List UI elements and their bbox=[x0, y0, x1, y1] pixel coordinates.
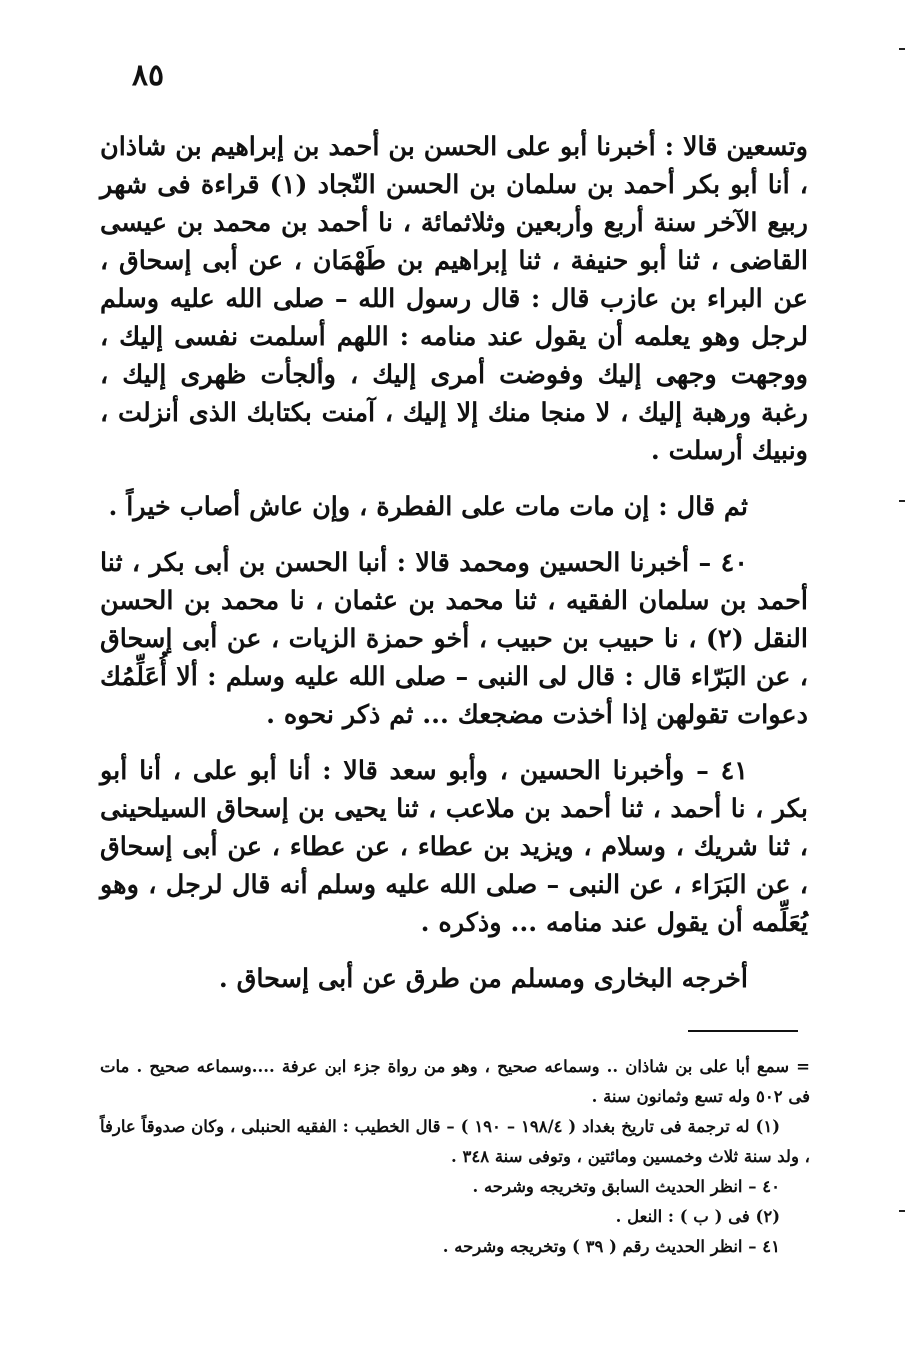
paragraph-takhrij: أخرجه البخارى ومسلم من طرق عن أبى إسحاق . bbox=[218, 964, 748, 994]
footnote-hadith-40: ٤٠ – انظر الحديث السابق وتخريجه وشرحه . bbox=[472, 1177, 780, 1196]
page-number: ٨٥ bbox=[131, 58, 165, 93]
scan-edge-mark bbox=[899, 48, 905, 50]
footnotes bbox=[100, 1052, 810, 1262]
paragraph-hadith-41: ٤١ – وأخبرنا الحسين ، وأبو سعد قالا : أنا أبو على ، أنا أبو بكر ، نا أحمد ، ثنا أحمد بن ملاعب ، ثنا يحيى بن إسحاق السيلحينى ، ثنا شريك ، وسلام ، ويزيد بن عطاء ، عن عطاء ، عن أبى إسحاق ، عن البَرَاء ، عن النبى – صلى الله عليه وسلم أنه قال لرجل ، وهو يُعَلِّمه أن يقول عند منامه ... وذكره . bbox=[100, 756, 808, 938]
footnote-1: (١) له ترجمة فى تاريخ بغداد ( ١٩٨/٤ – ١٩٠ ) – قال الخطيب : الفقيه الحنبلى ، وكان صدوقاً عارفاً ، ولد سنة ثلاث وخمسين ومائتين ، وتوفى سنة ٣٤٨ . bbox=[100, 1117, 810, 1166]
scan-edge-mark bbox=[899, 1210, 905, 1212]
paragraph-hadith-40: ٤٠ – أخبرنا الحسين ومحمد قالا : أنبا الحسن بن أبى بكر ، ثنا أحمد بن سلمان الفقيه ، ثنا محمد بن عثمان ، نا محمد بن الحسن النقل (٢) ، نا حبيب بن حبيب ، أخو حمزة الزيات ، عن أبى إسحاق ، عن البَرّاء قال : قال لى النبى – صلى الله عليه وسلم : ألا أُعَلِّمُك دعوات تقولهن إذا أخذت مضجعك ... ثم ذكر نحوه . bbox=[100, 548, 808, 730]
footnote-hadith-41: ٤١ – انظر الحديث رقم ( ٣٩ ) وتخريجه وشرحه . bbox=[442, 1237, 780, 1256]
footnote-continued: = سمع أبا على بن شاذان .. وسماعه صحيح ، وهو من رواة جزء ابن عرفة ....وسماعه صحيح . مات فى ٥٠٢ وله تسع وثمانون سنة . bbox=[100, 1057, 810, 1106]
main-text bbox=[100, 128, 808, 1016]
footnote-separator bbox=[688, 1030, 798, 1032]
paragraph-hadith-39: وتسعين قالا : أخبرنا أبو على الحسن بن أحمد بن إبراهيم بن شاذان ، أنا أبو بكر أحمد بن سلمان بن الحسن النّجاد (١) قراءة فى شهر ربيع الآخر سنة أربع وأربعين وثلاثمائة ، نا أحمد بن محمد بن عيسى القاضى ، ثنا أبو حنيفة ، ثنا إبراهيم بن طَهْمَان ، عن أبى إسحاق ، عن البراء بن عازب قال : قال رسول الله – صلى الله عليه وسلم لرجل وهو يعلمه أن يقول عند منامه : اللهم أسلمت نفسى إليك ، ووجهت وجهى إليك وفوضت أمرى إليك ، وألجأت ظهرى إليك ، رغبة ورهبة إليك ، لا منجا منك إلا إليك ، آمنت بكتابك الذى أنزلت ، ونبيك أرسلت . bbox=[100, 132, 808, 466]
paragraph-closing-statement: ثم قال : إن مات مات على الفطرة ، وإن عاش أصاب خيراً . bbox=[108, 492, 748, 522]
scan-edge-mark bbox=[899, 500, 905, 502]
footnote-2: (٢) فى ( ب ) : النعل . bbox=[615, 1207, 780, 1226]
